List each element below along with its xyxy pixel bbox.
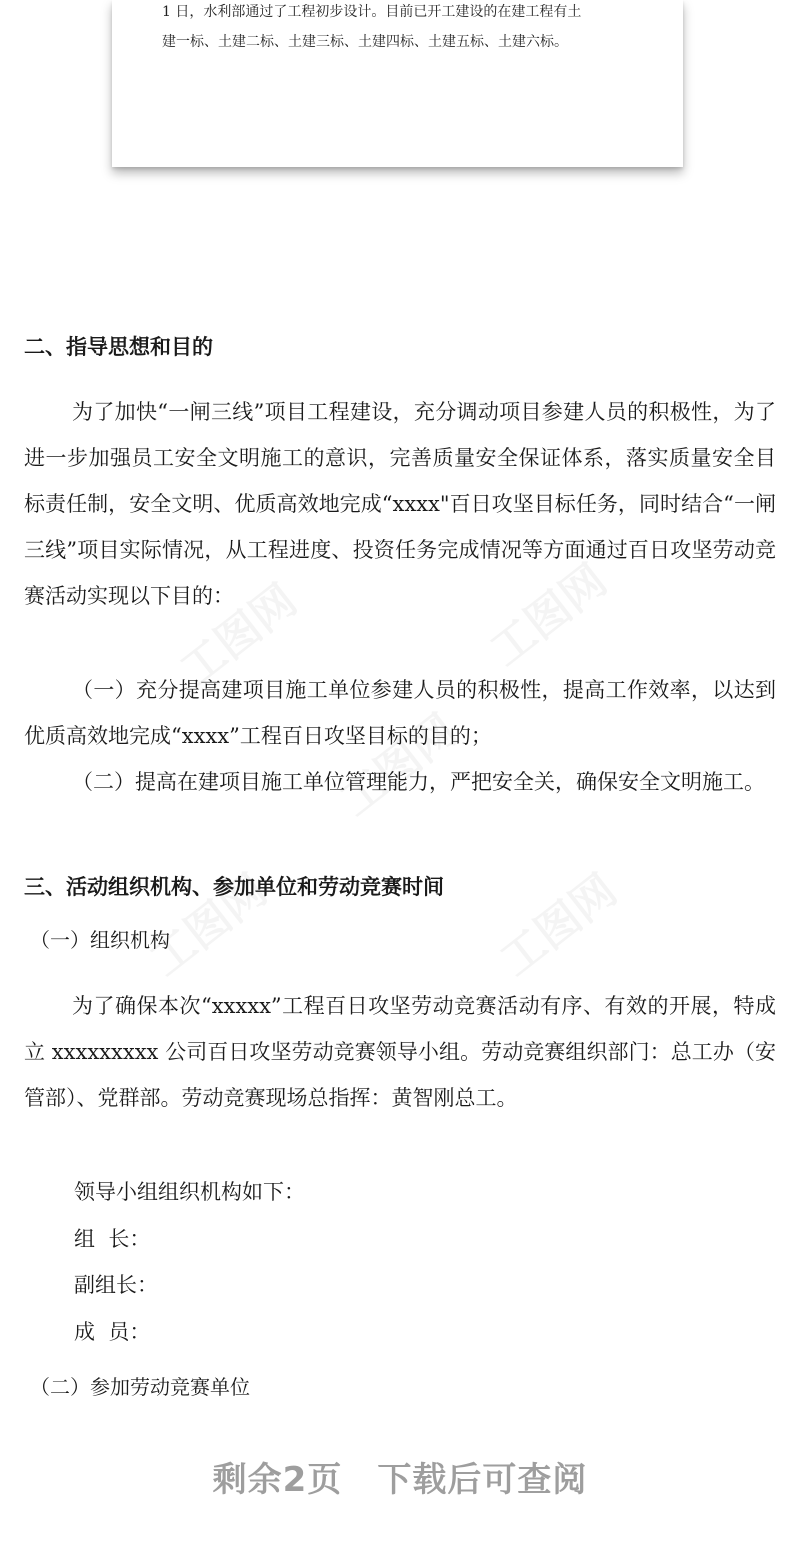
deputy-label: 副组长：: [74, 1273, 158, 1297]
org-intro-text: 领导小组组织机构如下：: [74, 1180, 305, 1204]
watermark-logo: [484, 856, 627, 988]
subsection-heading: （一）组织机构: [30, 928, 170, 952]
paragraph: 为了加快“一闸三线”项目工程建设，充分调动项目参建人员的积极性，为了进一步加强员工安全文明施工的意识，完善质量安全保证体系，落实质量安全目标责任制，安全文明、优质高效地完成“xxxx"百日攻坚目标任务，同时结合“一闸三线”项目实际情况，从工程进度、投资任务完成情况等方面通过百日攻坚劳动竞赛活动实现以下目的：: [24, 400, 776, 608]
preview-text-line: 建一标、土建二标、土建三标、土建四标、土建五标、土建六标。: [162, 34, 568, 50]
remaining-pages-banner[interactable]: 剩余2页 下载后可查阅: [212, 1460, 588, 1500]
section-heading: 二、指导思想和目的: [24, 335, 213, 359]
preview-text-line: 1 日，水利部通过了工程初步设计。目前已开工建设的在建工程有土: [162, 4, 582, 20]
members-label: 成 员：: [74, 1320, 151, 1344]
leader-label: 组 长：: [74, 1227, 151, 1251]
paragraph: （一）充分提高建项目施工单位参建人员的积极性，提高工作效率，以达到优质高效地完成“xxxx”工程百日攻坚目标的目的；: [24, 678, 776, 748]
paragraph: 为了确保本次“xxxxx”工程百日攻坚劳动竞赛活动有序、有效的开展，特成立 xxxxxxxxx 公司百日攻坚劳动竞赛领导小组。劳动竞赛组织部门：总工办（安管部）、党群部。劳动竞赛现场总指挥：黄智刚总工。: [24, 994, 776, 1110]
preview-page-card: [112, 0, 683, 167]
subsection-heading: （二）参加劳动竞赛单位: [30, 1375, 250, 1399]
paragraph: （二）提高在建项目施工单位管理能力，严把安全关，确保安全文明施工。: [72, 770, 765, 794]
section-heading: 三、活动组织机构、参加单位和劳动竞赛时间: [24, 875, 444, 899]
